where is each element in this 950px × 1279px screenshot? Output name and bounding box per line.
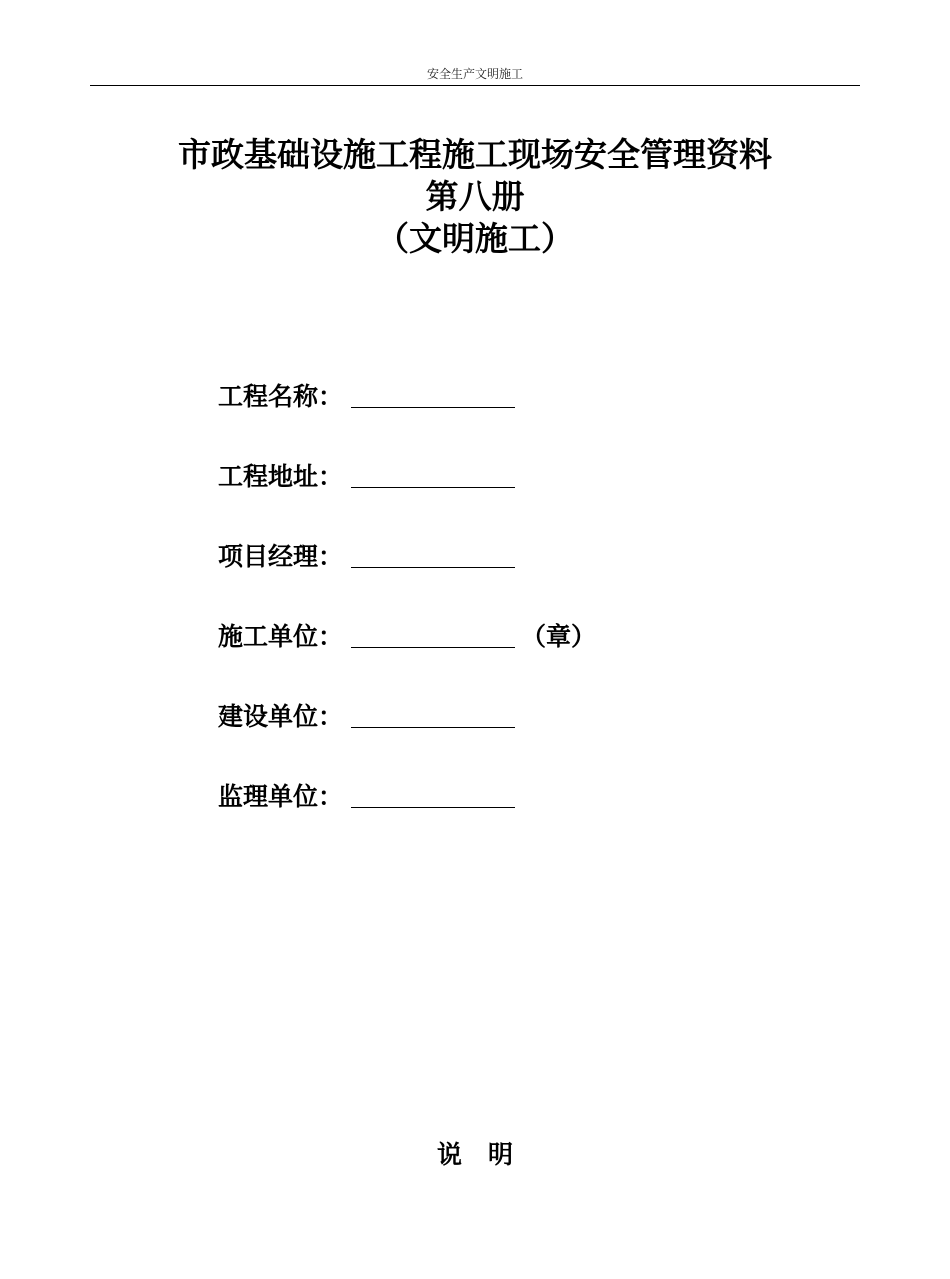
owner-unit-field[interactable] [351,695,515,728]
running-header: 安全生产文明施工 [426,67,523,81]
project-name-field[interactable] [351,375,515,408]
supervision-unit-field[interactable] [351,775,515,808]
construction-unit-field[interactable] [351,615,515,648]
form-row-project-address [218,455,818,535]
owner-unit-label: 建设单位： [218,702,344,731]
supervision-unit-label: 监理单位： [218,782,344,811]
form-row-project-name [218,375,818,455]
header-rule [90,85,860,86]
form-row-supervision-unit [218,775,818,855]
construction-unit-label: 施工单位： [218,622,344,651]
form-row-project-manager [218,535,818,615]
title-subtitle: （文明施工） [376,219,574,258]
section-heading: 说明 [436,1140,539,1169]
project-info-form [218,375,818,855]
title-main: 市政基础设施工程施工现场安全管理资料 [178,135,772,174]
seal-note: （章） [521,622,597,651]
project-address-field[interactable] [351,455,515,488]
project-name-label: 工程名称： [218,382,344,411]
project-manager-label: 项目经理： [218,542,344,571]
project-manager-field[interactable] [351,535,515,568]
document-title [0,134,950,260]
form-row-construction-unit [218,615,818,695]
project-address-label: 工程地址： [218,462,344,491]
title-volume: 第八册 [425,177,525,216]
form-row-owner-unit [218,695,818,775]
